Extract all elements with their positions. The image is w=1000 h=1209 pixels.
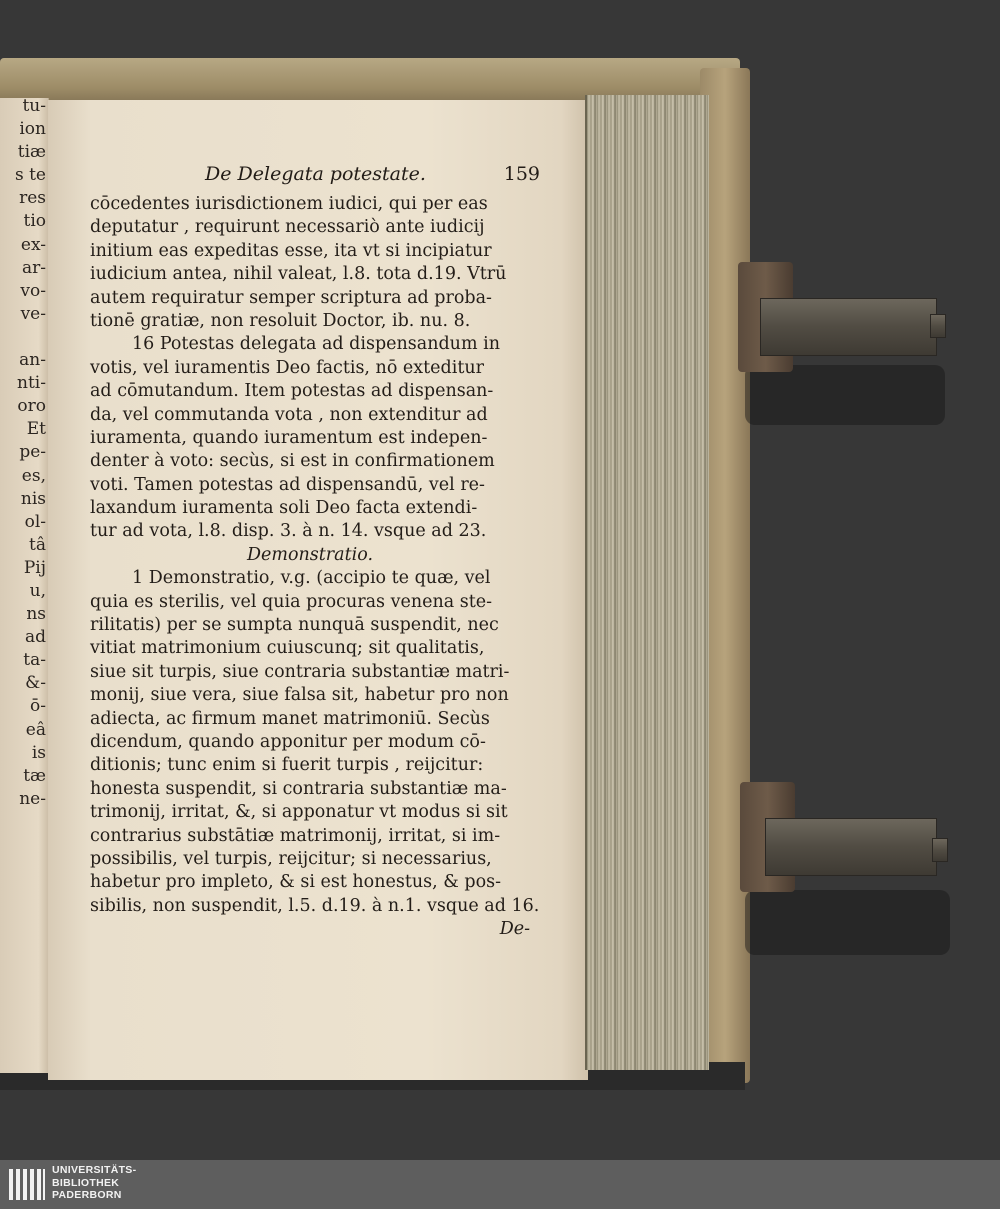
- left-page-fragment: eâ: [25, 719, 46, 740]
- left-page-fragment: tio: [23, 211, 46, 232]
- left-page-fragment: Pij: [23, 557, 46, 578]
- text-line: adiecta, ac firmum manet matrimoniū. Secùs: [90, 708, 490, 729]
- text-line: deputatur , requirunt necessariò ante iudicij: [90, 217, 485, 238]
- left-page-fragment: ne-: [19, 788, 46, 809]
- library-name: [52, 1164, 136, 1202]
- upper-clasp: [760, 298, 937, 356]
- clasp-shadow: [745, 365, 945, 425]
- left-page-fragment: ar-: [21, 257, 46, 278]
- text-line: da, vel commutanda vota , non extenditur ad: [90, 404, 488, 425]
- text-line: ditionis; tunc enim si fuerit turpis , reijcitur:: [90, 755, 484, 776]
- library-name-line-2: BIBLIOTHEK: [52, 1176, 120, 1189]
- running-header-title: De Delegata potestate.: [205, 163, 426, 185]
- left-page-fragment: tæ: [23, 765, 46, 786]
- text-line: honesta suspendit, si contraria substantiæ ma-: [90, 778, 507, 799]
- page-fore-edge: [585, 95, 709, 1070]
- left-page-fragment: ve-: [20, 303, 46, 324]
- text-line: ad cōmutandum. Item potestas ad dispensan-: [90, 381, 494, 402]
- text-line: 16 Potestas delegata ad dispensandum in: [132, 334, 500, 355]
- text-line: rilitatis) per se sumpta nunquā suspendit, nec: [90, 615, 499, 636]
- text-line: voti. Tamen potestas ad dispensandū, vel re-: [90, 474, 485, 495]
- text-line: quia es sterilis, vel quia procuras venena ste-: [90, 591, 493, 612]
- left-page-fragment: ō-: [30, 696, 46, 717]
- clasp-shadow: [745, 890, 950, 955]
- left-page-fragment: [0, 326, 46, 349]
- text-line: votis, vel iuramentis Deo factis, nō exteditur: [90, 357, 485, 378]
- left-page-fragment: oro: [17, 396, 46, 417]
- left-page-fragment: res: [19, 188, 46, 209]
- left-page-fragment: an-: [19, 350, 46, 371]
- library-name-line-1: UNIVERSITÄTS-: [52, 1164, 137, 1176]
- left-page-fragment: ol-: [24, 511, 46, 532]
- text-line: 1 Demonstratio, v.g. (accipio te quæ, vel: [132, 568, 491, 589]
- text-line: monij, siue vera, siue falsa sit, habetur pro non: [90, 685, 509, 706]
- left-page-fragment: vo-: [20, 280, 46, 301]
- text-line: dicendum, quando apponitur per modum cō-: [90, 731, 486, 752]
- page-number: 159: [503, 163, 540, 185]
- left-page-fragment: tiæ: [17, 142, 46, 163]
- left-page-fragment: u,: [29, 580, 46, 601]
- left-page-fragment: tâ: [29, 534, 46, 555]
- text-line: vitiat matrimonium cuiuscunq; sit qualitatis,: [90, 638, 485, 659]
- text-line: iuramenta, quando iuramentum est indepen-: [90, 427, 488, 448]
- left-page-fragment: &-: [25, 673, 46, 694]
- text-line: tur ad vota, l.8. disp. 3. à n. 14. vsque ad 23.: [90, 521, 487, 542]
- left-page-fragment: tu-: [22, 96, 46, 116]
- university-library-logo-icon: [8, 1166, 46, 1203]
- left-page-fragment: ta-: [23, 650, 46, 671]
- footer-bar: [0, 1160, 1000, 1209]
- text-line: denter à voto: secùs, si est in confirmationem: [90, 451, 495, 472]
- left-page-fragment: pe-: [19, 442, 46, 463]
- left-page-fragment: es,: [21, 465, 46, 486]
- catchword: De-: [499, 919, 530, 940]
- text-line: contrarius substātiæ matrimonij, irritat, si im-: [90, 825, 501, 846]
- left-page-fragment: ns: [26, 604, 46, 625]
- left-page-fragment: Et: [26, 419, 46, 440]
- text-line: initium eas expeditas esse, ita vt si incipiatur: [90, 240, 492, 261]
- lower-clasp: [765, 818, 937, 876]
- text-line: siue sit turpis, siue contraria substantiæ matri-: [90, 661, 510, 682]
- text-line: habetur pro impleto, & si est honestus, & pos-: [90, 872, 502, 893]
- running-header: [205, 163, 540, 191]
- left-page-fragment: nti-: [17, 373, 46, 394]
- section-heading: Demonstratio.: [246, 544, 374, 565]
- text-line: possibilis, vel turpis, reijcitur; si necessarius,: [90, 848, 492, 869]
- text-line: tionē gratiæ, non resoluit Doctor, ib. nu. 8.: [90, 310, 471, 331]
- text-line: sibilis, non suspendit, l.5. d.19. à n.1. vsque ad 16.: [90, 895, 540, 916]
- text-line: iudicium antea, nihil valeat, l.8. tota d.19. Vtrū: [90, 264, 507, 285]
- text-line: trimonij, irritat, &, si apponatur vt modus si sit: [90, 802, 508, 823]
- text-line: laxandum iuramenta soli Deo facta extendi-: [90, 498, 478, 519]
- left-page-fragment: ad: [24, 627, 46, 648]
- left-page-fragment: nis: [20, 488, 46, 509]
- library-name-line-3: PADERBORN: [52, 1189, 122, 1201]
- left-page-text-fragments: [0, 95, 46, 811]
- left-page-fragment: s te: [14, 165, 46, 186]
- lower-clasp-hook: [932, 838, 948, 862]
- left-page-fragment: ion: [19, 119, 46, 140]
- upper-clasp-hook: [930, 314, 946, 338]
- page-body-text: [90, 193, 540, 942]
- text-line: autem requiratur semper scriptura ad proba-: [90, 287, 492, 308]
- text-line: cōcedentes iurisdictionem iudici, qui per eas: [90, 194, 488, 214]
- left-page-fragment: ex-: [20, 234, 46, 255]
- left-page-fragment: is: [31, 742, 46, 763]
